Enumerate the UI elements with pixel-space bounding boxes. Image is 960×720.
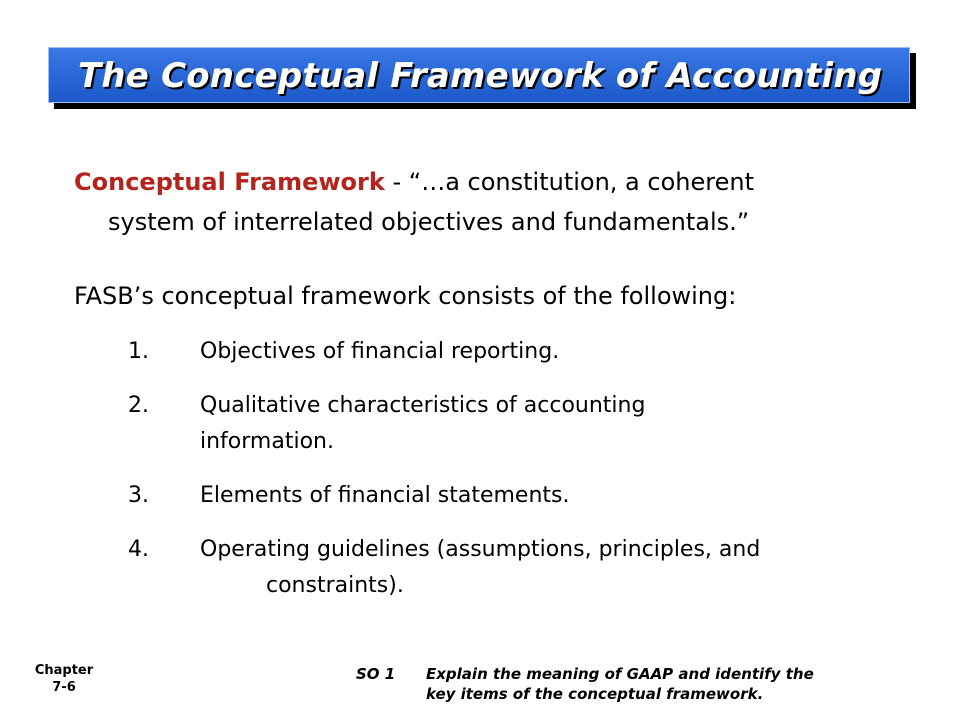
list-item-number: 4. <box>128 537 149 562</box>
list-item-text: Qualitative characteristics of accounting <box>200 393 646 418</box>
study-objective-label: SO 1 <box>356 665 396 683</box>
list-item-number: 2. <box>128 393 149 418</box>
intro-quote-start: - “…a constitution, a coherent <box>384 168 754 196</box>
study-objective-line-2: key items of the conceptual framework. <box>426 685 764 703</box>
chapter-number: 7-6 <box>52 680 76 695</box>
intro-term: Conceptual Framework <box>74 168 385 196</box>
intro-definition <box>74 162 924 242</box>
chapter-word: Chapter <box>34 663 94 678</box>
list-item-text-block <box>200 388 920 460</box>
list-item-number: 3. <box>128 483 149 508</box>
slide-title: The Conceptual Framework of Accounting <box>78 56 883 96</box>
chapter-label <box>28 662 100 696</box>
list-item-text: Operating guidelines (assumptions, principles, and <box>200 537 761 562</box>
list-item-text-block <box>200 532 920 604</box>
list-item-text-continued: constraints). <box>266 573 404 598</box>
study-objective-line-1: Explain the meaning of GAAP and identify the <box>426 665 814 683</box>
study-objective-text <box>426 664 926 704</box>
list-item-text: Elements of financial statements. <box>200 483 570 508</box>
fasb-statement: FASB’s conceptual framework consists of the following: <box>74 282 737 310</box>
intro-quote-continued: system of interrelated objectives and fundamentals.” <box>108 208 750 236</box>
list-item-text: Objectives of financial reporting. <box>200 339 560 364</box>
list-item-text-continued: information. <box>200 429 334 454</box>
list-item-number: 1. <box>128 339 149 364</box>
